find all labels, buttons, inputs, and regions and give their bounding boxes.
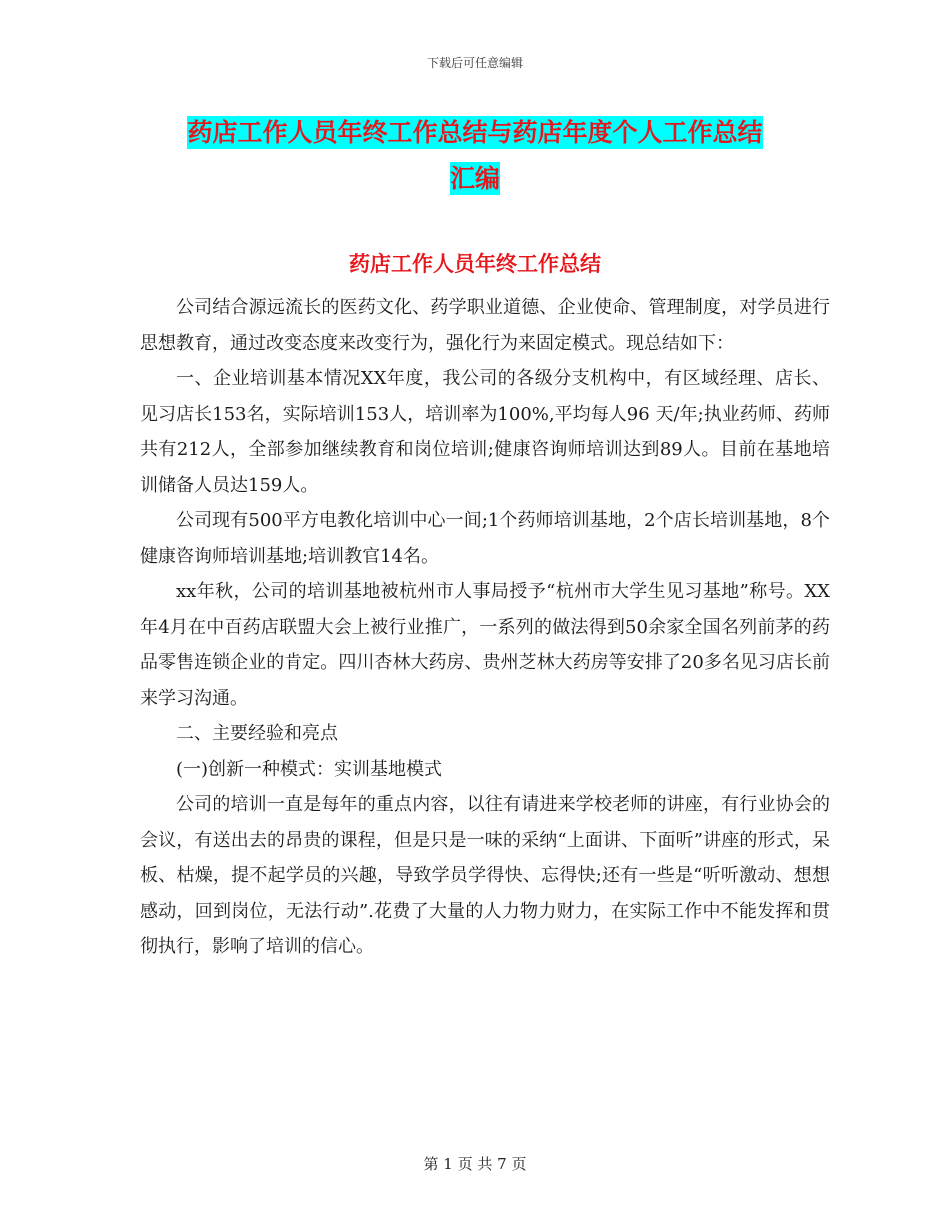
- header-note: 下载后可任意编辑: [426, 56, 523, 70]
- paragraph-heading-experience: 二、主要经验和亮点: [176, 723, 338, 744]
- paragraph-training-overview: 一、企业培训基本情况XX年度，我公司的各级分支机构中，有区域经理、店长、见习店长153名，实际培训153人，培训率为100%,平均每人96 天/年;执业药师、药师共有212人，全部参加继续教育和岗位培训;健康咨询师培训达到89人。目前在基地培训储备人员达159人。: [140, 368, 830, 496]
- paragraph-subheading-model: (一)创新一种模式：实训基地模式: [176, 758, 443, 780]
- paragraph-recognition: xx年秋，公司的培训基地被杭州市人事局授予“杭州市大学生见习基地”称号。XX年4月在中百药店联盟大会上被行业推广，一系列的做法得到50余家全国名列前茅的药品零售连锁企业的肯定。四川杏林大药房、贵州芝林大药房等安排了20多名见习店长前来学习沟通。: [140, 581, 830, 709]
- paragraph-training-facilities: 公司现有500平方电教化培训中心一间;1个药师培训基地，2个店长培训基地，8个健康咨询师培训基地;培训教官14名。: [140, 510, 830, 567]
- section-title: 药店工作人员年终工作总结: [349, 252, 601, 276]
- document-title: [140, 110, 810, 202]
- paragraph-training-problems: 公司的培训一直是每年的重点内容，以往有请进来学校老师的讲座，有行业协会的会议，有送出去的昂贵的课程，但是只是一味的采纳“上面讲、下面听”讲座的形式，呆板、枯燥，提不起学员的兴趣，导致学员学得快、忘得快;还有一些是“听听激动、想想感动，回到岗位，无法行动”.花费了大量的人力物力财力，在实际工作中不能发挥和贯彻执行，影响了培训的信心。: [140, 794, 830, 957]
- paragraph-intro: 公司结合源远流长的医药文化、药学职业道德、企业使命、管理制度，对学员进行思想教育，通过改变态度来改变行为，强化行为来固定模式。现总结如下：: [140, 297, 830, 354]
- document-title-line2: 汇编: [449, 164, 500, 193]
- document-title-line1: 药店工作人员年终工作总结与药店年度个人工作总结: [187, 118, 763, 147]
- document-body: [140, 290, 830, 965]
- page-number: 第 1 页 共 7 页: [423, 1155, 527, 1173]
